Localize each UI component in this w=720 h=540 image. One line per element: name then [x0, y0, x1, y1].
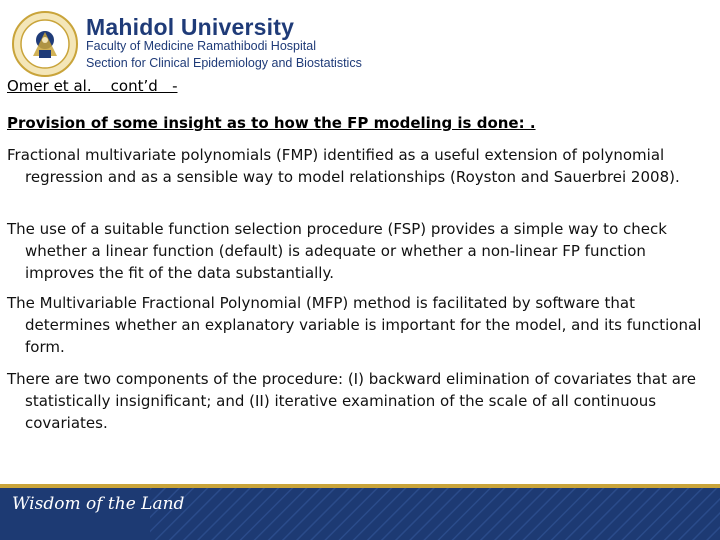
footer-pattern-decoration: [150, 488, 720, 540]
faculty-name: Faculty of Medicine Ramathibodi Hospital: [86, 39, 316, 53]
section-name: Section for Clinical Epidemiology and Biostatistics: [86, 56, 362, 70]
paragraph-procedure: There are two components of the procedure: (I) backward elimination of covariates that are statistically insignificant; and (II) iterative examination of the scale of all continuous covariates.: [7, 370, 696, 432]
paragraph-fmp: Fractional multivariate polynomials (FMP) identified as a useful extension of polynomial regression and as a sensible way to model relationships (Royston and Sauerbrei 2008).: [7, 146, 680, 186]
university-name: Mahidol University: [86, 14, 295, 40]
slide-subtitle: Provision of some insight as to how the FP modeling is done: .: [7, 114, 536, 132]
footer-tagline: Wisdom of the Land: [12, 494, 185, 514]
footer-banner: [0, 484, 720, 540]
header: [0, 0, 720, 80]
mahidol-seal-logo: [11, 10, 79, 78]
paragraph-mfp: The Multivariable Fractional Polynomial (MFP) method is facilitated by software that determines whether an explanatory variable is important for the model, and its functional form.: [7, 294, 702, 356]
paragraph-fsp: The use of a suitable function selection procedure (FSP) provides a simple way to check whether a linear function (default) is adequate or whether a non-linear FP function improves the fit of the data substantially.: [7, 220, 667, 282]
slide-title: Omer et al. cont’d -: [7, 77, 178, 95]
